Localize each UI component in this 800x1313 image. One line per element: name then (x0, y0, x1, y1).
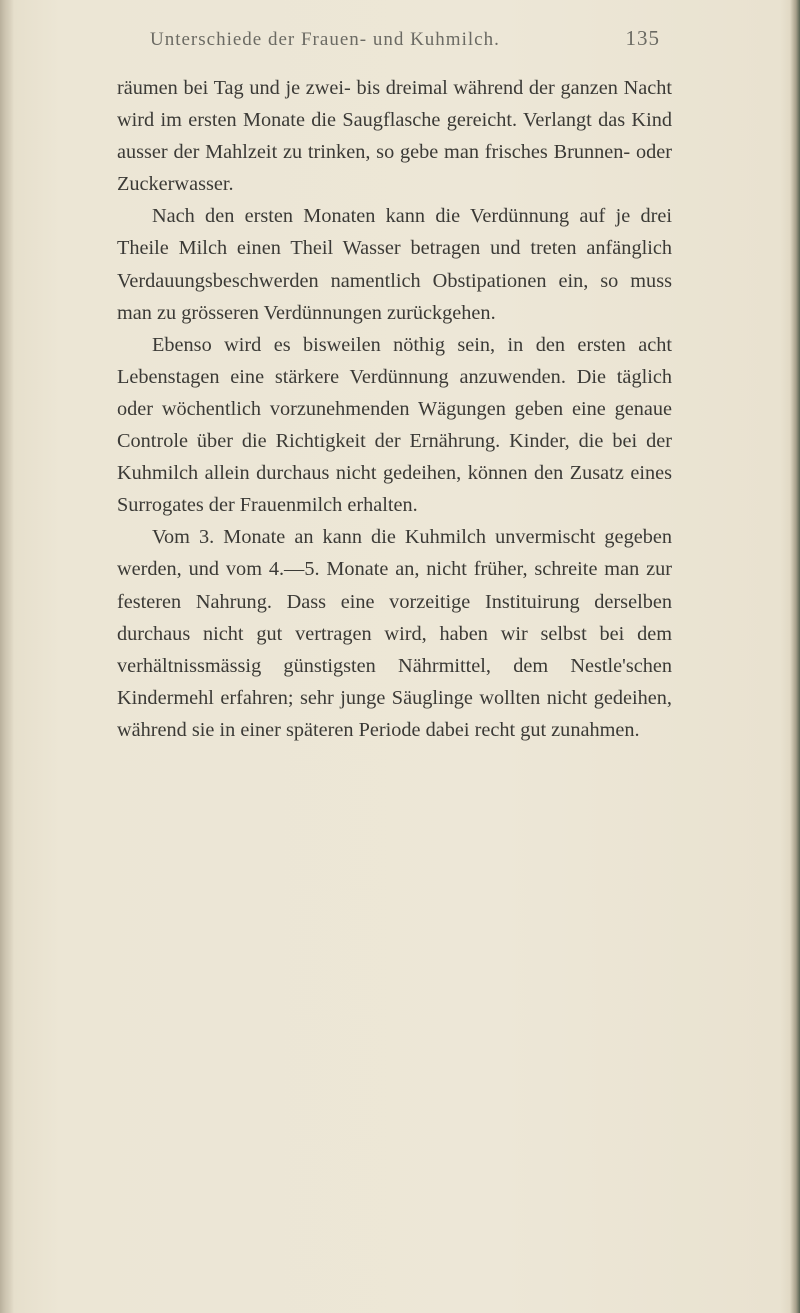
paragraph-2: Nach den ersten Monaten kann die Verdünnung auf je drei Theile Milch einen Theil Wasser betragen und treten anfänglich Verdauungsbeschwerden namentlich Obstipationen ein, so muss man zu grösseren Verdünnungen zurückgehen. (117, 205, 672, 324)
paragraph-3: Ebenso wird es bisweilen nöthig sein, in den ersten acht Lebenstagen eine stärkere Verdünnung anzuwenden. Die täglich oder wöchentlich vorzunehmenden Wägungen geben eine genaue Controle über die Richtigkeit der Ernährung. Kinder, die bei der Kuhmilch allein durchaus nicht gedeihen, können den Zusatz eines Surrogates der Frauenmilch erhalten. (117, 333, 672, 517)
running-title: Unterschiede der Frauen- und Kuhmilch. (150, 29, 500, 50)
page-edge (790, 0, 800, 1313)
paragraph-1: räumen bei Tag und je zwei- bis dreimal während der ganzen Nacht wird im ersten Monate die Saugflasche gereicht. Verlangt das Kind ausser der Mahlzeit zu trinken, so gebe man frisches Brunnen- oder Zuckerwasser. (117, 77, 672, 196)
body-text (117, 72, 672, 746)
paragraph-4: Vom 3. Monate an kann die Kuhmilch unvermischt gegeben werden, und vom 4.—5. Monate an, nicht früher, schreite man zur festeren Nahrung. Dass eine vorzeitige Instituirung derselben durchaus nicht gut vertragen wird, haben wir selbst bei dem verhältnissmässig günstigsten Nährmittel, dem Nestle'schen Kindermehl erfahren; sehr junge Säuglinge wollten nicht gedeihen, während sie in einer späteren Periode dabei recht gut zunahmen. (117, 526, 672, 741)
page-number: 135 (625, 26, 660, 50)
running-head (150, 26, 660, 56)
spine-shadow (0, 0, 14, 1313)
